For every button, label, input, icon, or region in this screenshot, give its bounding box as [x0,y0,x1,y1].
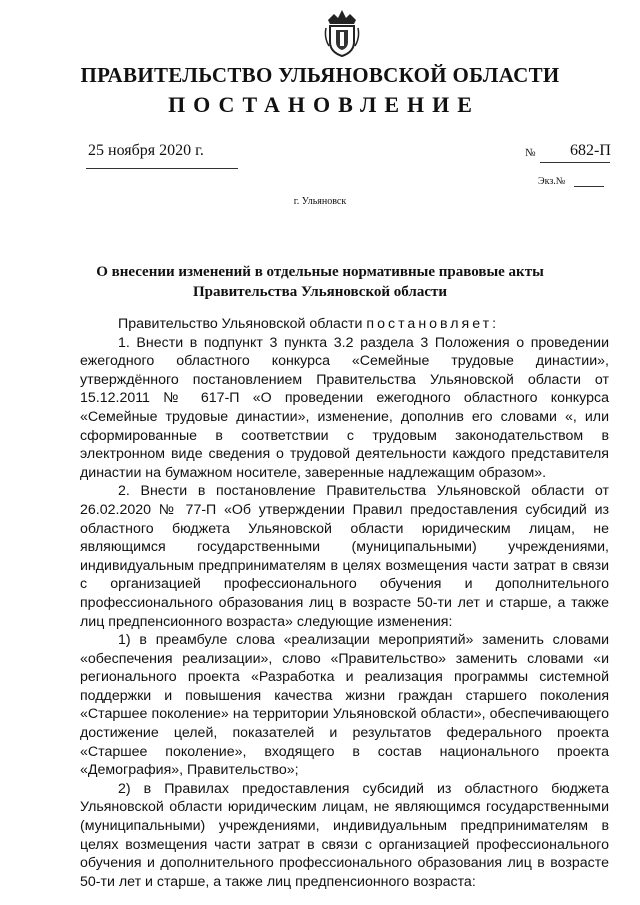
number-sign: № [525,147,536,159]
paragraph-1: 1. Внести в подпункт 3 пункта 3.2 раздела 3 Положения о проведении ежегодного областного конкурса «Семейные трудовые династии», утверждённого постановлением Правительства Ульяновской области от 15.12.2011 № 617-П «О проведении ежегодного областного конкурса «Семейные трудовые династии», изменение, дополнив его словами «, или сформированные в соответствии с трудовым законодательством в электронном виде сведения о трудовой деятельности каждого представителя династии на бумажном носителе, заверенные надлежащим образом». [80,334,609,481]
city: г. Ульяновск [293,196,347,207]
document-number: 682-П [570,142,611,159]
intro-verb: постановляет: [366,316,500,332]
paragraph-2-item-2: 2) в Правилах предоставления субсидий из областного бюджета Ульяновской области юридическим лицам, не являющимся государственными (муниципальными) учреждениями, индивидуальным предпринимателям в целях возмещения части затрат в связи с организацией профессионального обучения и дополнительного профессионального образования лиц в возрасте 50-ти лет и старше, а также лиц предпенсионного возраста: [80,780,609,890]
paragraph-2: 2. Внести в постановление Правительства Ульяновской области от 26.02.2020 № 77-П «Об утверждении Правил предоставления субсидий из областного бюджета Ульяновской области юридическим лицам, не являющимся государственными (муниципальными) учреждениями, индивидуальным предпринимателям в целях возмещения части затрат в связи с организацией профессионального обучения и дополнительного профессионального образования лиц в возрасте 50-ти лет и старше, а также лиц предпенсионного возраста» следующие изменения: [80,483,609,630]
document-subject [60,262,580,302]
coat-of-arms-icon [324,8,360,58]
subject-line-2: Правительства Ульяновской области [192,284,448,300]
document-body [80,315,609,891]
government-title: ПРАВИТЕЛЬСТВО УЛЬЯНОВСКОЙ ОБЛАСТИ [80,63,560,87]
document-date: 25 ноября 2020 г. [88,142,204,159]
copy-label: Экз.№ [538,176,566,187]
subject-line-1: О внесении изменений в отдельные нормативные правовые акты [96,264,544,280]
intro-prefix: Правительство Ульяновской области [118,316,367,332]
number-underline [540,162,610,163]
copy-underline [574,186,604,187]
intro-paragraph [80,315,609,334]
document-type: ПОСТАНОВЛЕНИЕ [168,92,480,117]
date-underline [86,168,238,169]
paragraph-2-item-1: 1) в преамбуле слова «реализации мероприятий» заменить словами «обеспечения реализации», слово «Правительство» заменить словами «и регионального проекта «Разработка и реализация программы системной поддержки и повышения качества жизни граждан старшего поколения «Старшее поколение» на территории Ульяновской области», обеспечивающего достижение целей, показателей и результатов федерального проекта «Старшее поколение», входящего в состав национального проекта «Демография», Правительство»; [80,632,609,779]
